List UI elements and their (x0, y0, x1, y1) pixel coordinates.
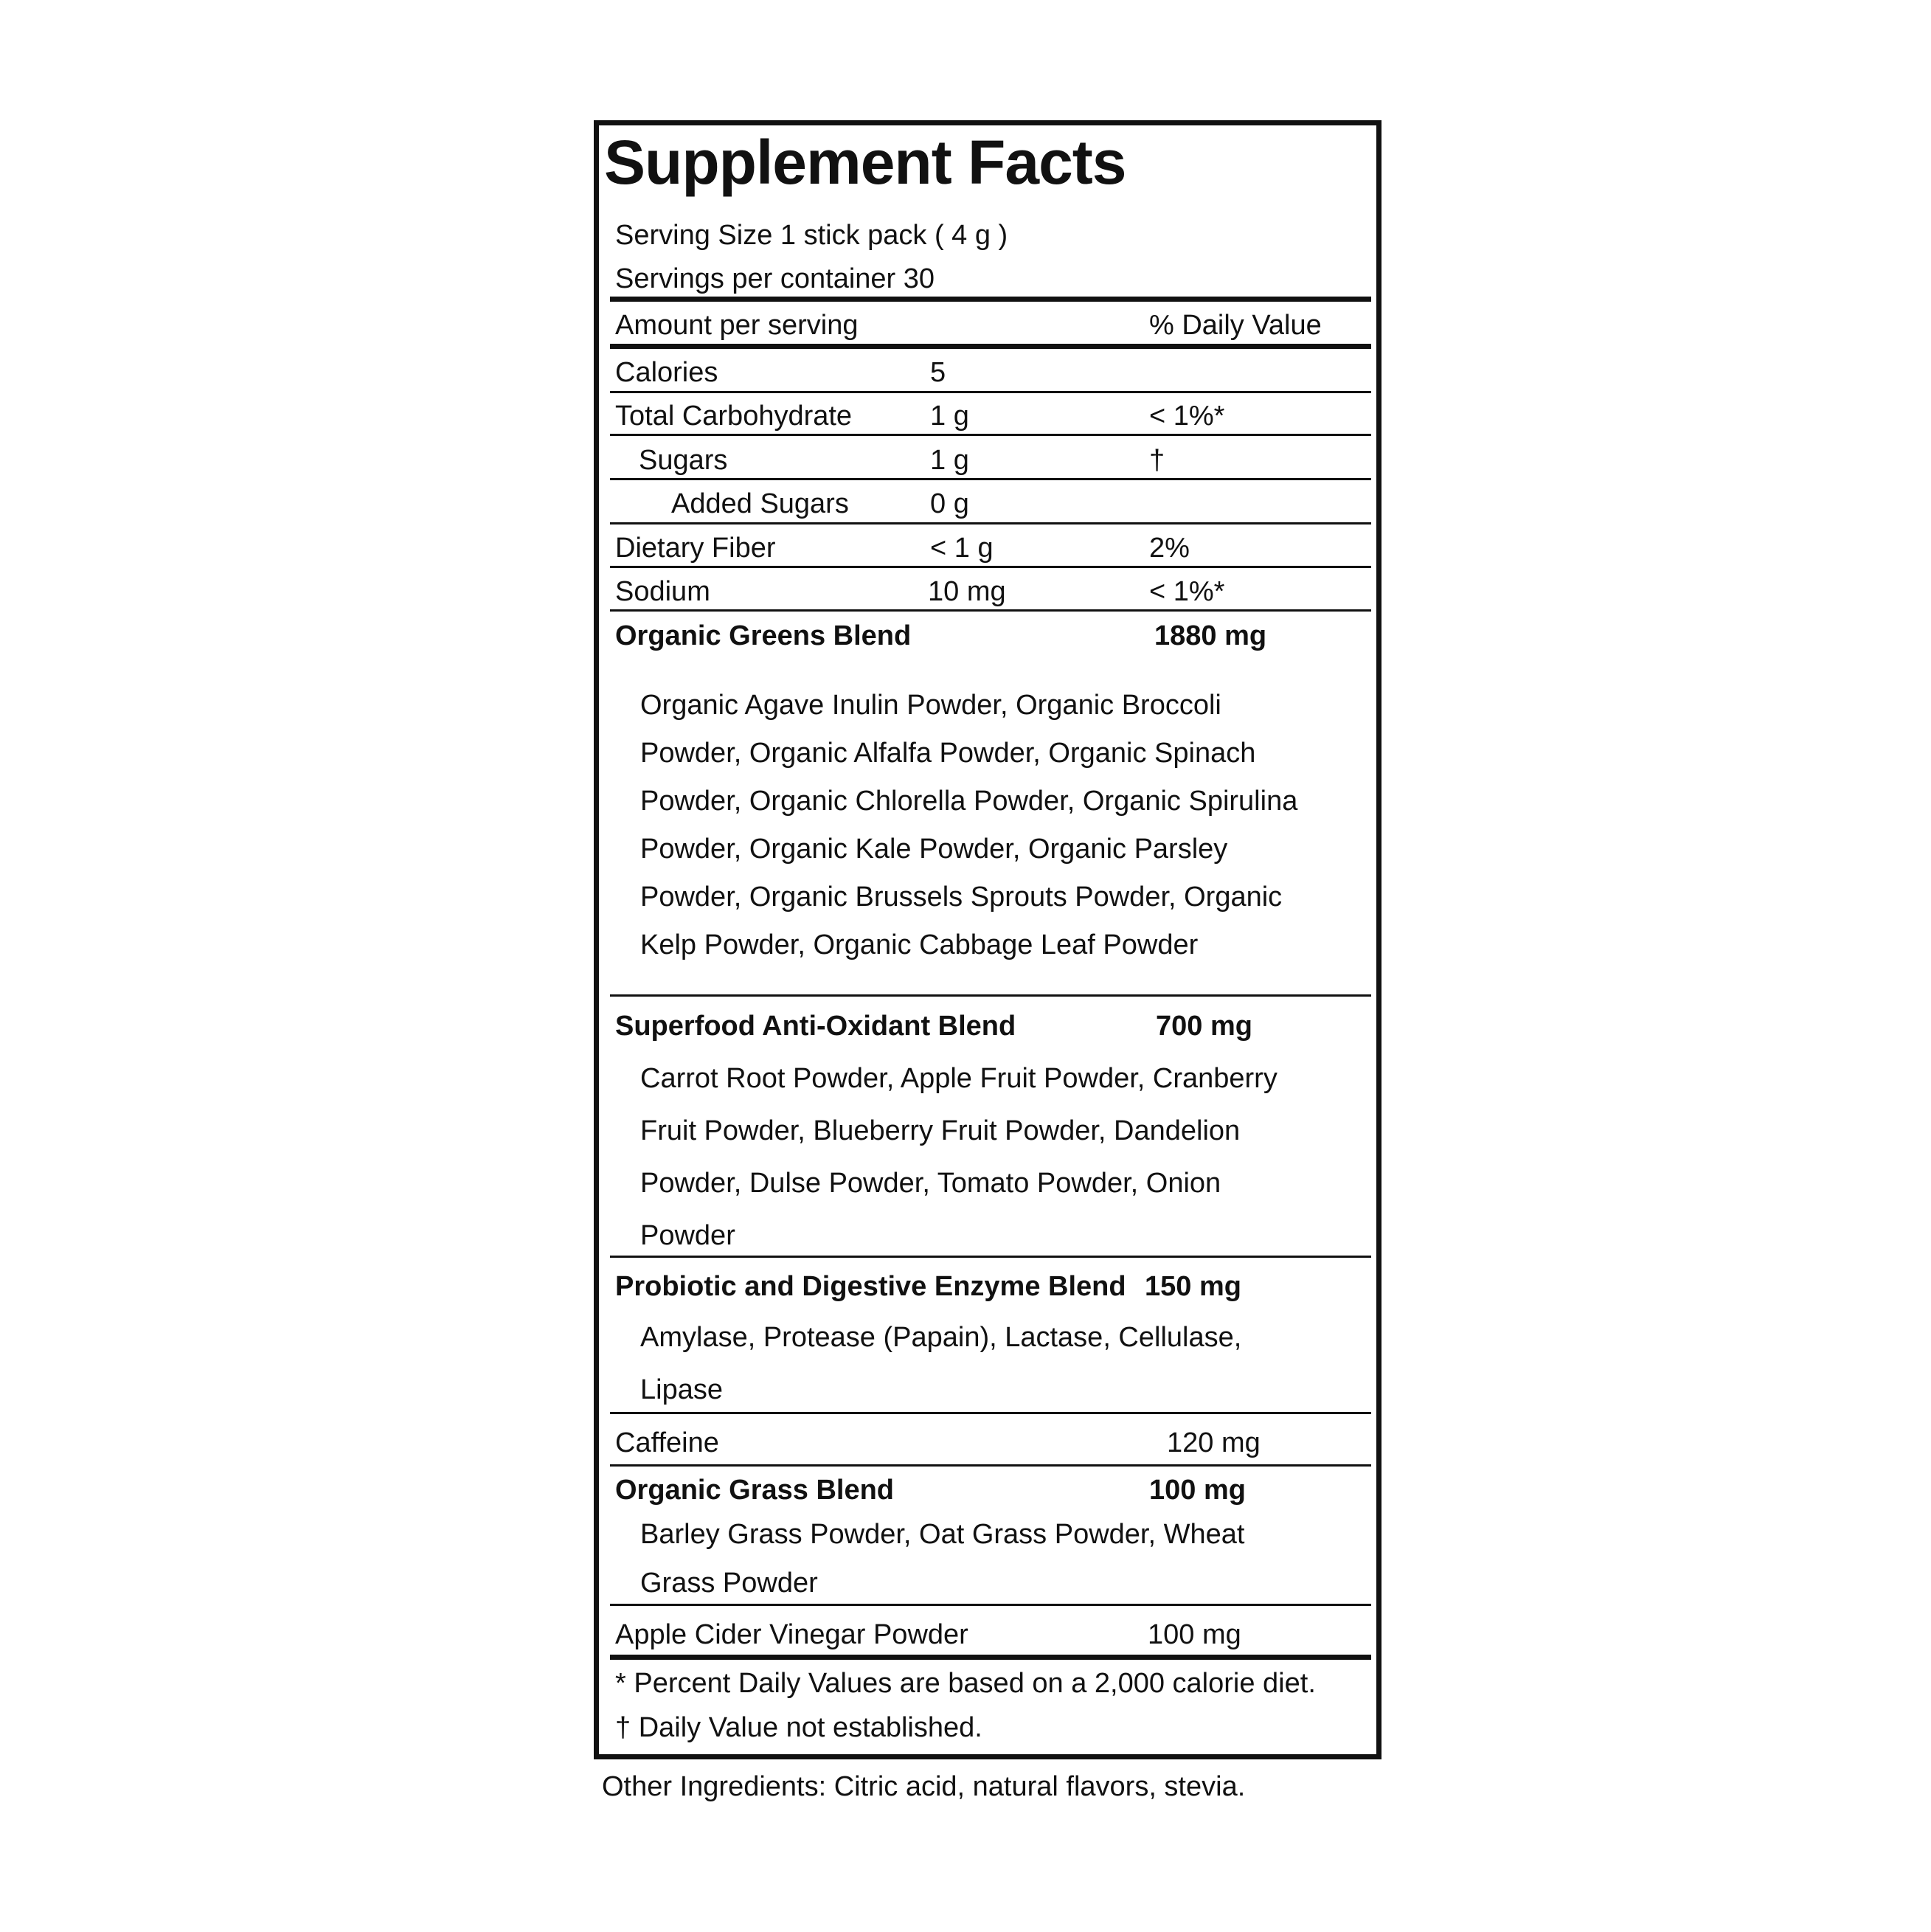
blend-name: Probiotic and Digestive Enzyme Blend (615, 1271, 1126, 1302)
divider (610, 1464, 1371, 1467)
footnote-daily-values: * Percent Daily Values are based on a 2,000 calorie diet. (615, 1668, 1316, 1699)
ingredient-name: Caffeine (615, 1427, 719, 1458)
divider (610, 391, 1371, 393)
nutrient-amount: 0 g (930, 488, 969, 519)
divider (610, 566, 1371, 568)
nutrient-daily-value: 2% (1149, 533, 1190, 564)
nutrient-amount: 1 g (930, 401, 969, 432)
amount-per-serving-header: Amount per serving (615, 310, 859, 341)
ingredient-amount: 100 mg (1148, 1619, 1241, 1650)
serving-size: Serving Size 1 stick pack ( 4 g ) (615, 220, 1008, 251)
nutrient-amount: 10 mg (928, 576, 1006, 607)
divider (610, 994, 1371, 997)
nutrient-daily-value: < 1%* (1149, 401, 1225, 432)
nutrient-name: Calories (615, 357, 718, 388)
blend-name: Organic Greens Blend (615, 620, 912, 651)
blend-name: Superfood Anti-Oxidant Blend (615, 1011, 1016, 1042)
divider (610, 434, 1371, 436)
nutrient-name: Sugars (639, 445, 728, 476)
divider (610, 297, 1371, 302)
nutrient-amount: 1 g (930, 445, 969, 476)
divider (610, 1655, 1371, 1660)
blend-amount: 1880 mg (1154, 620, 1267, 651)
blend-ingredients: Organic Agave Inulin Powder, Organic Broccoli Powder, Organic Alfalfa Powder, Organic Spinach Powder, Organic Chlorella Powder, Organic Spirulina Powder, Organic Kale Powder, Organic Parsley Powder, Organic Brussels Sprouts Powder, Organic Kelp Powder, Organic Cabbage Leaf Powder (640, 690, 1298, 960)
nutrient-name: Added Sugars (671, 488, 849, 519)
nutrient-name: Sodium (615, 576, 710, 607)
daily-value-header: % Daily Value (1149, 310, 1322, 341)
divider (610, 1604, 1371, 1606)
blend-ingredients: Barley Grass Powder, Oat Grass Powder, Wheat Grass Powder (640, 1519, 1245, 1599)
divider (610, 344, 1371, 349)
divider (610, 522, 1371, 524)
blend-amount: 150 mg (1145, 1271, 1241, 1302)
divider (610, 478, 1371, 480)
divider (610, 1256, 1371, 1258)
blend-name: Organic Grass Blend (615, 1475, 895, 1506)
nutrient-daily-value: † (1149, 445, 1165, 476)
nutrient-amount: 5 (930, 357, 946, 388)
nutrient-name: Total Carbohydrate (615, 401, 853, 432)
ingredient-name: Apple Cider Vinegar Powder (615, 1619, 968, 1650)
ingredient-amount: 120 mg (1167, 1427, 1261, 1458)
nutrient-name: Dietary Fiber (615, 533, 776, 564)
blend-ingredients: Amylase, Protease (Papain), Lactase, Cellulase, Lipase (640, 1322, 1242, 1405)
panel-title: Supplement Facts (604, 128, 1126, 197)
blend-amount: 100 mg (1149, 1475, 1246, 1506)
nutrient-daily-value: < 1%* (1149, 576, 1225, 607)
divider (610, 609, 1371, 612)
blend-ingredients: Carrot Root Powder, Apple Fruit Powder, Cranberry Fruit Powder, Blueberry Fruit Powder, Dandelion Powder, Dulse Powder, Tomato Powder, Onion Powder (640, 1063, 1277, 1251)
other-ingredients: Other Ingredients: Citric acid, natural flavors, stevia. (602, 1771, 1246, 1802)
servings-per-container: Servings per container 30 (615, 263, 935, 294)
blend-amount: 700 mg (1156, 1011, 1252, 1042)
footnote-not-established: † Daily Value not established. (615, 1712, 982, 1743)
nutrient-amount: < 1 g (930, 533, 994, 564)
divider (610, 1412, 1371, 1414)
